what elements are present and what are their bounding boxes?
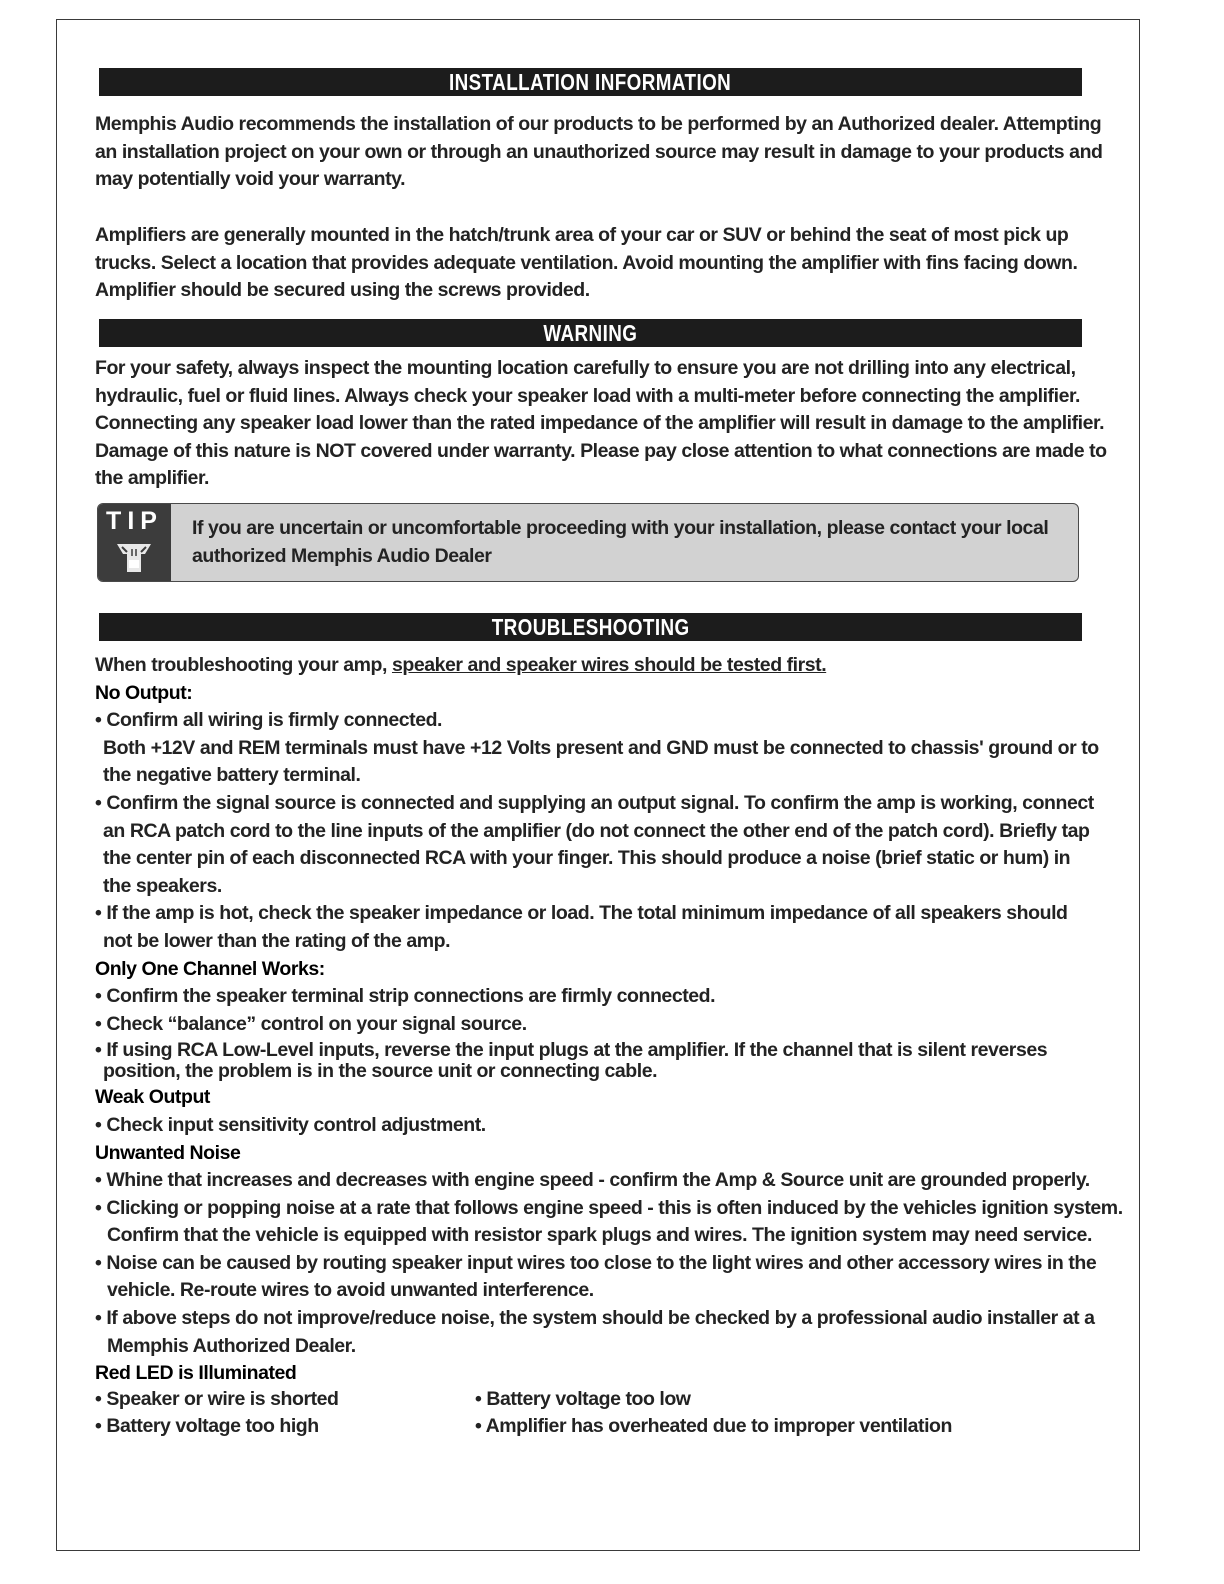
list-item-continuation: Both +12V and REM terminals must have +12 Volts present and GND must be connected to chassis' ground or to — [103, 736, 1099, 759]
list-item: • Amplifier has overheated due to improper ventilation — [475, 1415, 952, 1438]
troubleshooting-header-bar — [99, 613, 1082, 641]
list-item: • Check “balance” control on your signal source. — [95, 1012, 527, 1035]
troubleshooting-intro — [95, 652, 1123, 680]
weak-output-heading: Weak Output — [95, 1086, 210, 1109]
text-line: Memphis Audio recommends the installation of our products to be performed by an Authorized dealer. Attempting — [95, 113, 1102, 135]
unwanted-noise-heading: Unwanted Noise — [95, 1141, 241, 1164]
installation-title: INSTALLATION INFORMATION — [449, 69, 732, 95]
list-item-continuation: an RCA patch cord to the line inputs of the amplifier (do not connect the other end of the patch cord). Briefly tap — [103, 819, 1090, 842]
list-item: • Clicking or popping noise at a rate that follows engine speed - this is often induced by the vehicles ignition system. — [95, 1196, 1123, 1219]
troubleshooting-title: TROUBLESHOOTING — [491, 614, 690, 640]
list-item-continuation: Memphis Authorized Dealer. — [107, 1334, 356, 1357]
troubleshooting-body — [95, 652, 1123, 1443]
list-item: • Battery voltage too high — [95, 1415, 319, 1438]
list-item: • Whine that increases and decreases with engine speed - confirm the Amp & Source unit are grounded properly. — [95, 1169, 1090, 1192]
intro-text: When troubleshooting your amp, — [95, 654, 392, 676]
text-line: If you are uncertain or uncomfortable proceeding with your installation, please contact your local — [192, 517, 1049, 539]
text-line: Amplifier should be secured using the screws provided. — [95, 279, 590, 302]
list-item-continuation: position, the problem is in the source unit or connecting cable. — [103, 1060, 658, 1083]
no-output-heading: No Output: — [95, 681, 193, 704]
installation-paragraph-2 — [95, 222, 1077, 305]
one-channel-heading: Only One Channel Works: — [95, 957, 325, 980]
list-item: • Battery voltage too low — [475, 1387, 691, 1410]
installation-paragraph-1 — [95, 111, 1103, 194]
list-item-continuation: not be lower than the rating of the amp. — [103, 929, 451, 952]
red-led-heading: Red LED is Illuminated — [95, 1362, 297, 1385]
list-item: • Confirm the speaker terminal strip connections are firmly connected. — [95, 985, 716, 1008]
tip-badge — [98, 504, 171, 581]
installation-header-bar — [99, 68, 1082, 96]
tip-text — [192, 515, 1048, 570]
text-line: hydraulic, fuel or fluid lines. Always check your speaker load with a multi-meter before connecting the amplifier. — [95, 384, 1080, 407]
intro-underlined-text: speaker and speaker wires should be tested first. — [391, 654, 827, 676]
list-item: • Speaker or wire is shorted — [95, 1387, 339, 1410]
text-line: For your safety, always inspect the mounting location carefully to ensure you are not drilling into any electrical, — [95, 357, 1076, 379]
red-led-row — [95, 1415, 1123, 1443]
text-line: Amplifiers are generally mounted in the hatch/trunk area of your car or SUV or behind the seat of most pick up — [95, 224, 1069, 246]
warning-title: WARNING — [543, 320, 638, 346]
text-line: may potentially void your warranty. — [95, 168, 406, 191]
text-line: trucks. Select a location that provides adequate ventilation. Avoid mounting the amplifier with fins facing down. — [95, 251, 1078, 274]
tip-box — [97, 503, 1079, 582]
list-item: • Noise can be caused by routing speaker input wires too close to the light wires and other accessory wires in the — [95, 1251, 1097, 1274]
warning-header-bar — [99, 319, 1082, 347]
text-line: authorized Memphis Audio Dealer — [192, 544, 492, 567]
list-item: • If above steps do not improve/reduce noise, the system should be checked by a professional audio installer at a — [95, 1307, 1095, 1330]
list-item: • If the amp is hot, check the speaker impedance or load. The total minimum impedance of all speakers should — [95, 902, 1068, 925]
list-item: • If using RCA Low-Level inputs, reverse the input plugs at the amplifier. If the channel that is silent reverses — [95, 1039, 1048, 1062]
list-item-continuation: the speakers. — [103, 874, 222, 897]
pyramid-logo-icon — [115, 540, 153, 576]
tip-label: TIP — [106, 507, 163, 535]
list-item: • Check input sensitivity control adjustment. — [95, 1113, 486, 1136]
list-item-continuation: vehicle. Re-route wires to avoid unwanted interference. — [107, 1279, 594, 1302]
red-led-row — [95, 1388, 1123, 1416]
warning-paragraph — [95, 355, 1107, 493]
list-item: • Confirm all wiring is firmly connected. — [95, 709, 443, 732]
text-line: Connecting any speaker load lower than the rated impedance of the amplifier will result in damage to the amplifier. — [95, 412, 1105, 435]
list-item-continuation: the negative battery terminal. — [103, 764, 361, 787]
text-line: the amplifier. — [95, 467, 209, 490]
text-line: an installation project on your own or through an unauthorized source may result in damage to your products and — [95, 140, 1103, 163]
list-item-continuation: the center pin of each disconnected RCA with your finger. This should produce a noise (brief static or hum) in — [103, 847, 1071, 870]
list-item-continuation: Confirm that the vehicle is equipped with resistor spark plugs and wires. The ignition system may need service. — [107, 1224, 1092, 1247]
text-line: Damage of this nature is NOT covered under warranty. Please pay close attention to what connections are made to — [95, 439, 1107, 462]
list-item: • Confirm the signal source is connected and supplying an output signal. To confirm the amp is working, connect — [95, 791, 1094, 814]
